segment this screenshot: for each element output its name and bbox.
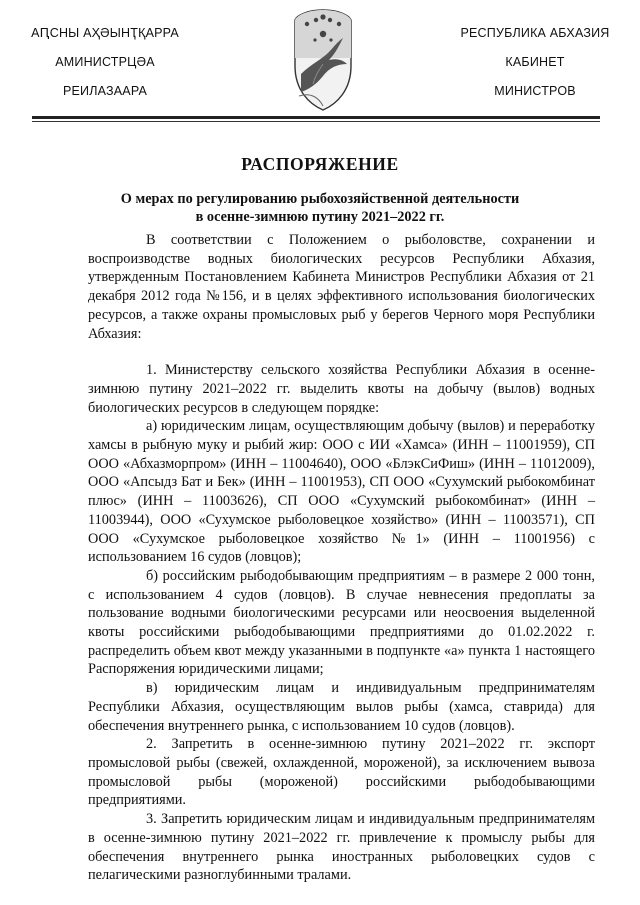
letterhead-russian	[430, 22, 640, 109]
header-divider-thin	[32, 121, 600, 122]
letterhead-russian-line: РЕСПУБЛИКА АБХАЗИЯ	[460, 26, 610, 40]
document-title: РАСПОРЯЖЕНИЕ	[241, 154, 399, 174]
letterhead-abkhaz-line: РЕИЛАЗААРА	[62, 84, 148, 98]
clause-3-paragraph: 3. Запретить юридическим лицам и индивидуальным предпринимателям в осенне-зимнюю путину 2021–2022 гг. привлечение к промыслу рыбы для обеспечения внутреннего рынка иностранных рыболовецких судов с пелагическими разноглубинными тралами.	[88, 811, 595, 884]
letterhead-russian-line: КАБИНЕТ	[505, 55, 565, 69]
header-divider-thick	[32, 116, 600, 119]
letterhead-abkhaz-line: АԤСНЫ АҲӘЫНҬҚАРРА	[31, 26, 179, 40]
subtitle-line: О мерах по регулированию рыбохозяйственной деятельности	[120, 191, 520, 207]
clause-1-paragraph: 1. Министерству сельского хозяйства Республики Абхазия в осенне-зимнюю путину 2021–2022 гг. выделить квоты на добычу (вылов) водных биологических ресурсов в следующем порядке:	[88, 362, 595, 416]
letterhead-russian-line: МИНИСТРОВ	[494, 84, 576, 98]
letterhead-abkhaz-line: АМИНИСТРЦӘА	[55, 55, 155, 69]
subtitle-line: в осенне-зимнюю путину 2021–2022 гг.	[195, 209, 445, 225]
clause-1b-paragraph: б) российским рыбодобывающим предприятиям – в размере 2 000 тонн, с использованием 4 судов (ловцов). В случае невнесения предоплаты за пользование водными биологическими ресурсами или неосвоения выделенной квоты российскими рыбодобывающими предприятиями до 01.02.2022 г. распределить объем квот между указанными в подпункте «а» пункта 1 настоящего Распоряжения юридическими лицами;	[88, 567, 595, 678]
clause-2-paragraph: 2. Запретить в осенне-зимнюю путину 2021–2022 гг. экспорт промысловой рыбы (свежей, охлажденной, мороженой), за исключением вывоза промысловой рыбы (мороженой) российскими рыбодобывающими предприятиями.	[88, 736, 595, 809]
letterhead	[0, 0, 640, 120]
clause-1c-paragraph: в) юридическим лицам и индивидуальным предпринимателям Республики Абхазия, осуществляющим вылов рыбы (хамса, ставрида) для обеспечения внутреннего рынка, с использованием 10 судов (ловцов).	[88, 680, 595, 734]
letterhead-abkhaz	[0, 22, 210, 109]
clause-1a-paragraph: а) юридическим лицам, осуществляющим добычу (вылов) и переработку хамсы в рыбную муку и рыбий жир: ООО с ИИ «Хамса» (ИНН – 11001959), СП ООО «Абхазморпром» (ИНН – 11004640), ООО «БлэкСиФиш» (ИНН – 11012009), ООО «Апсыдз Бат и Бек» (ИНН – 11001953), СП ООО «Сухумский рыбокомбинат плюс» (ИНН – 11003626), СП ООО «Сухумский рыбокомбинат» (ИНН – 11003944), ООО «Сухумское рыболовецкое хозяйство» (ИНН – 11003571), СП ООО «Сухумское рыболовецкое хозяйство №1» (ИНН – 11001956) с использованием 16 судов (ловцов);	[88, 418, 595, 566]
preamble-paragraph: В соответствии с Положением о рыболовстве, сохранении и воспроизводстве водных биологических ресурсов Республики Абхазия, утвержденным Постановлением Кабинета Министров Республики Абхазия от 21 декабря 2012 года №156, и в целях эффективного использования биологических ресурсов, а также охраны промысловых рыб у берегов Черного моря Республики Абхазия:	[88, 232, 595, 342]
document-body	[88, 231, 595, 885]
abkhazia-coat-of-arms-icon	[293, 8, 353, 112]
document-subtitle	[0, 190, 640, 226]
